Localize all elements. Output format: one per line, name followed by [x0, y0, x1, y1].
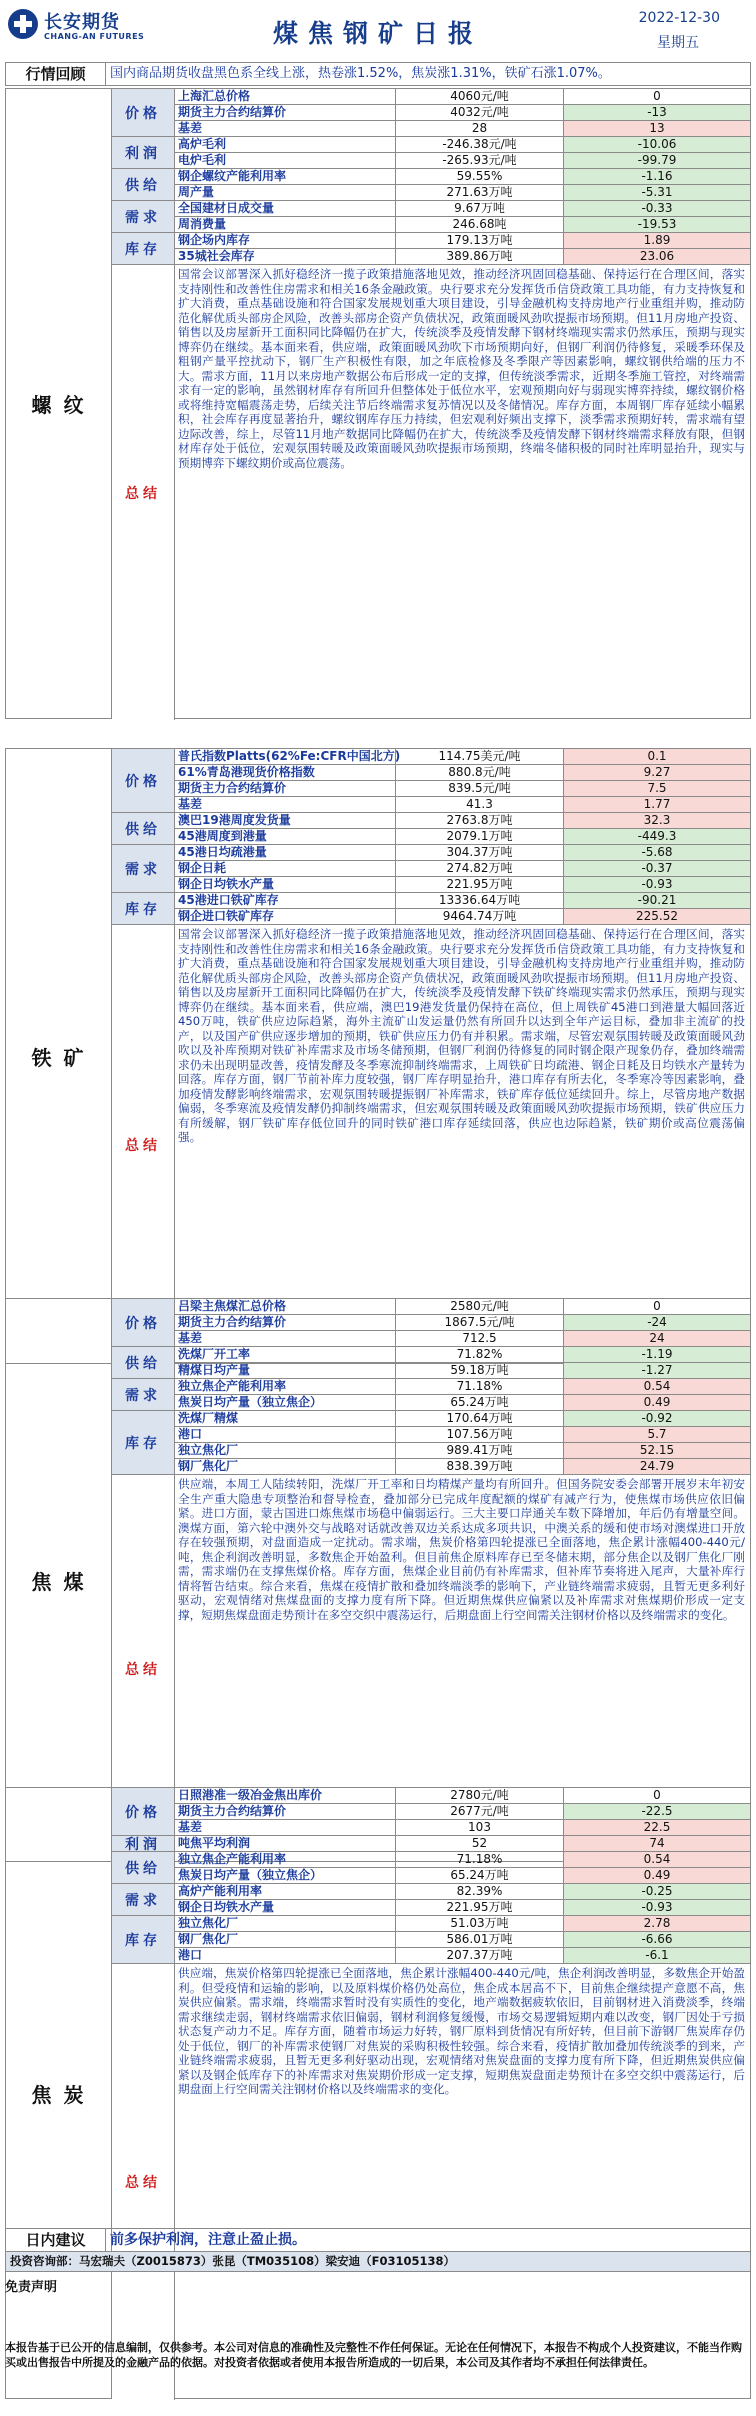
intraday-advice-label: 日内建议	[6, 2229, 106, 2251]
table-row	[175, 829, 750, 845]
indicator-name: 周产量	[178, 185, 215, 199]
table-row	[175, 765, 750, 781]
indicator-name: 洗煤厂精煤	[178, 1411, 239, 1425]
category-label: 利润	[112, 1836, 175, 1852]
indicator-name: 独立焦化厂	[178, 1916, 239, 1930]
indicator-name: 独立焦化厂	[178, 1443, 239, 1457]
table-row	[175, 909, 750, 925]
indicator-name: 61%青岛港现货价格指数	[178, 765, 315, 779]
table-row	[175, 1363, 750, 1379]
indicator-change: -1.19	[563, 1347, 750, 1362]
indicator-value: 82.39%	[395, 1884, 563, 1899]
indicator-change: -5.68	[563, 845, 750, 860]
section-4	[5, 1787, 751, 2399]
indicator-name: 期货主力合约结算价	[178, 1315, 287, 1329]
indicator-name: 洗煤厂开工率	[178, 1347, 251, 1361]
category-label: 库存	[112, 1411, 175, 1475]
table-row	[175, 201, 750, 217]
table-row	[175, 1379, 750, 1395]
indicator-name: 钢企场内库存	[178, 233, 251, 247]
indicator-change: -99.79	[563, 153, 750, 168]
indicator-value: 207.37万吨	[395, 1948, 563, 1963]
indicator-value: 59.55%	[395, 169, 563, 184]
table-row	[175, 797, 750, 813]
indicator-name: 澳巴19港周度发货量	[178, 813, 291, 827]
indicator-name: 钢企进口铁矿库存	[178, 909, 275, 923]
table-row	[175, 877, 750, 893]
indicator-change: -10.06	[563, 137, 750, 152]
indicator-name: 基差	[178, 1331, 203, 1345]
indicator-value: 389.86万吨	[395, 249, 563, 264]
indicator-change: -449.3	[563, 829, 750, 844]
category-label: 价格	[112, 1788, 175, 1836]
indicator-change: -0.93	[563, 1900, 750, 1915]
indicator-value: 59.18万吨	[395, 1363, 563, 1378]
indicator-name: 45港周度到港量	[178, 829, 267, 843]
indicator-change: -13	[563, 105, 750, 120]
indicator-value: -246.38元/吨	[395, 137, 563, 152]
logo-name-cn: 长安期货	[44, 12, 120, 33]
indicator-value: 2580元/吨	[395, 1299, 563, 1314]
indicator-change: -0.92	[563, 1411, 750, 1426]
table-row	[175, 1852, 750, 1868]
indicator-value: 103	[395, 1820, 563, 1835]
indicator-change: -1.16	[563, 169, 750, 184]
indicator-name: 基差	[178, 797, 203, 811]
indicator-name: 钢厂焦化厂	[178, 1459, 239, 1473]
section-name: 焦煤	[6, 1299, 112, 1861]
indicator-name: 钢厂焦化厂	[178, 1932, 239, 1946]
report-title: 煤焦钢矿日报	[272, 19, 483, 48]
indicator-value: 28	[395, 121, 563, 136]
indicator-value: -265.93元/吨	[395, 153, 563, 168]
table-row	[175, 861, 750, 877]
indicator-change: 24	[563, 1331, 750, 1346]
summary-label: 总结	[112, 925, 175, 1365]
table-row	[175, 749, 750, 765]
table-row	[175, 1900, 750, 1916]
category-label: 供给	[112, 1347, 175, 1379]
category-label: 供给	[112, 1852, 175, 1884]
indicator-change: -90.21	[563, 893, 750, 908]
table-row	[175, 1315, 750, 1331]
category-label: 供给	[112, 813, 175, 845]
indicator-change: 0.1	[563, 749, 750, 764]
indicator-change: -0.93	[563, 877, 750, 892]
summary-text: 供应端，焦炭价格第四轮提涨已全面落地，焦企累计涨幅400-440元/吨，焦企利润改善明显，多数焦企开始盈利。但受疫情和运输的影响，以及原料煤价格仍处高位，焦企成本居高不下，目前焦企继续提产意愿不高，焦炭供应偏紧。需求端，终端需求暂时没有实质性的变化，地产端数据疲软依旧，目前钢材进入消费淡季，终端需求继续走弱，钢材终端需求依旧偏弱，钢材利润修复缓慢，市场交易逻辑短期内难以改变，钢厂因处于亏损状态复产动力不足。库存方面，随着市场运力好转，钢厂原料到货情况有所好转，但目前下游钢厂焦炭库存仍处于低位，钢厂的补库需求使钢厂对焦炭的采购积极性较强。综合来看，疫情扩散加叠加传统淡季的到来，产业链终端需求疲弱，且暂无更多利好驱动出现，宏观情绪对焦炭盘面的支撑力度有所下降，但近期焦炭供应偏紧以及钢企低库存下的补库需求对焦炭期价形成一定支撑，短期焦炭盘面走势预计在多空交织中震荡运行，后期盘面上行空间需关注钢材价格以及终端需求的变化。	[178, 1966, 745, 2096]
category-label: 库存	[112, 1916, 175, 1964]
indicator-name: 精煤日均产量	[178, 1363, 251, 1377]
table-row	[175, 1331, 750, 1347]
summary-label: 总结	[112, 1964, 175, 2400]
section-name: 焦炭	[6, 1788, 112, 2398]
section-3	[5, 1298, 751, 1862]
category-label: 价格	[112, 1299, 175, 1347]
logo-name-en: CHANG-AN FUTURES	[44, 32, 145, 41]
indicator-value: 71.82%	[395, 1347, 563, 1362]
table-row	[175, 1884, 750, 1900]
indicator-change: 0	[563, 1299, 750, 1314]
market-review-text: 国内商品期货收盘黑色系全线上涨，热卷涨1.52%，焦炭涨1.31%，铁矿石涨1.07%。	[110, 66, 611, 81]
indicator-change: 225.52	[563, 909, 750, 924]
market-review	[5, 62, 751, 86]
indicator-change: 0.54	[563, 1379, 750, 1394]
indicator-value: 274.82万吨	[395, 861, 563, 876]
indicator-change: 0	[563, 1788, 750, 1803]
indicator-name: 日照港准一级冶金焦出库价	[178, 1788, 323, 1802]
summary-label: 总结	[112, 1475, 175, 1863]
table-row	[175, 105, 750, 121]
section-1	[5, 88, 751, 719]
indicator-value: 586.01万吨	[395, 1932, 563, 1947]
indicator-value: 271.63万吨	[395, 185, 563, 200]
table-row	[175, 169, 750, 185]
table-row	[175, 1948, 750, 1964]
indicator-name: 普氏指数Platts(62%Fe:CFR中国北方)	[178, 749, 401, 763]
summary-text: 供应端，本周工人陆续转阳，洗煤厂开工率和日均精煤产量均有所回升。但国务院安委会部署开展岁末年初安全生产重大隐患专项整治和督导检查，叠加部分已完成年度配额的煤矿有减产行为，使焦煤市场供应依旧偏紧。进口方面，蒙古国进口炼焦煤市场稳中偏弱运行。三大主要口岸通关车数下降增加，年后仍有增量空间。澳煤方面，第六轮中澳外交与战略对话就改善双边关系达成多项共识，中澳关系的缓和使市场对澳煤进口开放存在较强预期，对盘面造成一定扰动。需求端，焦炭价格第四轮提涨已全面落地，焦企累计涨幅400-440元/吨，焦企利润改善明显，多数焦企开始盈利。但目前焦企原料库存已至冬储末期，部分焦企以及钢厂焦化厂刚需，需求端仍在支撑焦煤价格。库存方面，焦煤企业目前仍有补库需求，但补库节奏将进入尾声，大量补库行情将暂告结束。综合来看，焦煤在疫情扩散和叠加终端淡季的影响下，产业链终端需求疲弱，且暂无更多利好驱动，宏观情绪对焦煤盘面的支撑力度有所下降。但近期焦煤供应偏紧以及补库需求对焦煤期价形成一定支撑，短期焦煤盘面走势预计在多空交织中震荡运行，后期盘面上行空间需关注钢材价格以及终端需求的变化。	[178, 1477, 745, 1622]
table-row	[175, 1411, 750, 1427]
advisor-line: 投资咨询部：马宏瑞夫（Z0015873）张昆（TM035108）梁安迪（F03105138）	[5, 2252, 751, 2272]
disclaimer-title: 免责声明	[5, 2280, 58, 2295]
indicator-name: 45港日均疏港量	[178, 845, 267, 859]
indicator-name: 钢企日均铁水产量	[178, 877, 275, 891]
indicator-change: -6.66	[563, 1932, 750, 1947]
category-label: 供给	[112, 169, 175, 201]
report-weekday: 星期五	[657, 35, 699, 51]
indicator-value: 71.18%	[395, 1852, 563, 1867]
indicator-name: 焦炭日均产量（独立焦企）	[178, 1868, 323, 1882]
indicator-value: 114.75美元/吨	[395, 749, 563, 764]
table-row	[175, 1916, 750, 1932]
indicator-value: 4060元/吨	[395, 89, 563, 104]
table-row	[175, 1459, 750, 1475]
table-row	[175, 1395, 750, 1411]
indicator-value: 838.39万吨	[395, 1459, 563, 1474]
indicator-value: 179.13万吨	[395, 233, 563, 248]
indicator-value: 221.95万吨	[395, 877, 563, 892]
indicator-name: 焦炭日均产量（独立焦企）	[178, 1395, 323, 1409]
indicator-change: -19.53	[563, 217, 750, 232]
table-row	[175, 1932, 750, 1948]
category-label: 库存	[112, 893, 175, 925]
section-name: 螺纹	[6, 89, 112, 718]
table-row	[175, 233, 750, 249]
report-date: 2022-12-30	[638, 10, 720, 26]
category-label: 价格	[112, 89, 175, 137]
indicator-value: 2677元/吨	[395, 1804, 563, 1819]
indicator-name: 高炉毛利	[178, 137, 227, 151]
indicator-name: 期货主力合约结算价	[178, 781, 287, 795]
summary-text: 国常会议部署深入抓好稳经济一揽子政策措施落地见效，推动经济巩固回稳基础、保持运行在合理区间，落实支持刚性和改善性住房需求和相关16条金融政策。央行要求充分发挥货币信贷政策工具功能，有力支持恢复和扩大消费，重点基础设施和符合国家发展规划重大项目建设，引导金融机构支持房地产行业重组并购，推动防范化解优质头部房企风险，改善头部房企资产负债状况，政策面暖风劲吹提振市场预期。但11月房地产投资、销售以及房屋新开工面积同比降幅仍在扩大，传统淡季及疫情发酵下铁矿终端现实需求仍然承压，预期与现实博弈仍在继续。基本面来看，供应端，澳巴19港发货量仍保持在高位，但上周铁矿45港口到港量大幅回落近450万吨，铁矿供应边际趋紧，海外主流矿山发运量仍然有所回升以达到全年产运目标，叠加非主流矿的投产，以及国产矿供应逐步增加的预期，铁矿供应压力仍有并积累。需求端，尽管宏观氛围转暖及政策面暖风劲吹以及补库预期对铁矿补库需求及市场冬储预期，但钢厂利润仍待修复的同时钢企限产现象仍存，叠加终端需求仍未出现明显改善，疫情发酵及冬季寒流抑制终端需求，上周铁矿日均疏港、钢企日耗及日均铁水产量转为回落。库存方面，钢厂节前补库力度较强，钢厂库存明显抬升，港口库存有所去化，冬季寒冷等因素影响，叠加疫情发酵影响终端需求，宏观氛围转暖提振钢厂补库需求，铁矿库存低位延续回升。综上，尽管房地产数据偏弱，冬季寒流及疫情发酵仍抑制终端需求，但宏观氛围转暖及政策面暖风劲吹提振市场预期，铁矿供应压力有所缓解，钢厂铁矿库存低位回升的同时铁矿港口库存延续回落，供应也边际趋紧，铁矿期价或高位震荡偏强。	[178, 927, 745, 1144]
table-row	[175, 89, 750, 105]
indicator-name: 期货主力合约结算价	[178, 1804, 287, 1818]
indicator-value: 9464.74万吨	[395, 909, 563, 924]
section-2	[5, 748, 751, 1364]
market-review-label: 行情回顾	[6, 63, 106, 85]
indicator-value: 1867.5元/吨	[395, 1315, 563, 1330]
indicator-value: 52	[395, 1836, 563, 1851]
indicator-value: 65.24万吨	[395, 1395, 563, 1410]
indicator-name: 吕梁主焦煤汇总价格	[178, 1299, 287, 1313]
indicator-value: 2079.1万吨	[395, 829, 563, 844]
indicator-value: 51.03万吨	[395, 1916, 563, 1931]
table-row	[175, 845, 750, 861]
intraday-advice-text: 前多保护利润，注意止盈止损。	[110, 2232, 306, 2248]
category-label: 利润	[112, 137, 175, 169]
indicator-value: 65.24万吨	[395, 1868, 563, 1883]
indicator-name: 钢企日耗	[178, 861, 227, 875]
indicator-name: 电炉毛利	[178, 153, 227, 167]
indicator-change: 22.5	[563, 1820, 750, 1835]
indicator-change: 23.06	[563, 249, 750, 264]
indicator-value: 2763.8万吨	[395, 813, 563, 828]
indicator-change: 0.54	[563, 1852, 750, 1867]
table-row	[175, 1347, 750, 1363]
indicator-value: 2780元/吨	[395, 1788, 563, 1803]
indicator-change: 0.49	[563, 1868, 750, 1883]
indicator-change: -5.31	[563, 185, 750, 200]
table-row	[175, 1299, 750, 1315]
indicator-value: 246.68吨	[395, 217, 563, 232]
indicator-name: 独立焦企产能利用率	[178, 1379, 287, 1393]
indicator-change: 2.78	[563, 1916, 750, 1931]
table-row	[175, 1788, 750, 1804]
indicator-change: 9.27	[563, 765, 750, 780]
indicator-name: 钢企螺纹产能利用率	[178, 169, 287, 183]
indicator-change: -1.27	[563, 1363, 750, 1378]
indicator-value: 712.5	[395, 1331, 563, 1346]
section-name: 铁矿	[6, 749, 112, 1363]
indicator-change: 32.3	[563, 813, 750, 828]
indicator-change: -0.33	[563, 201, 750, 216]
indicator-name: 港口	[178, 1427, 203, 1441]
indicator-change: 1.89	[563, 233, 750, 248]
table-row	[175, 1868, 750, 1884]
indicator-name: 港口	[178, 1948, 203, 1962]
indicator-name: 高炉产能利用率	[178, 1884, 263, 1898]
table-row	[175, 1836, 750, 1852]
table-row	[175, 153, 750, 169]
indicator-change: 13	[563, 121, 750, 136]
indicator-change: 0	[563, 89, 750, 104]
indicator-value: 989.41万吨	[395, 1443, 563, 1458]
category-label: 需求	[112, 201, 175, 233]
table-row	[175, 185, 750, 201]
category-label: 价格	[112, 749, 175, 813]
indicator-name: 35城社会库存	[178, 249, 255, 263]
indicator-value: 4032元/吨	[395, 105, 563, 120]
indicator-name: 独立焦企产能利用率	[178, 1852, 287, 1866]
indicator-name: 基差	[178, 121, 203, 135]
indicator-name: 全国建材日成交量	[178, 201, 275, 215]
table-row	[175, 137, 750, 153]
indicator-name: 上海汇总价格	[178, 89, 251, 103]
indicator-value: 880.8元/吨	[395, 765, 563, 780]
indicator-name: 期货主力合约结算价	[178, 105, 287, 119]
indicator-value: 41.3	[395, 797, 563, 812]
indicator-change: 1.77	[563, 797, 750, 812]
indicator-change: -24	[563, 1315, 750, 1330]
indicator-name: 45港进口铁矿库存	[178, 893, 279, 907]
indicator-value: 9.67万吨	[395, 201, 563, 216]
indicator-value: 107.56万吨	[395, 1427, 563, 1442]
indicator-change: -0.25	[563, 1884, 750, 1899]
summary-label: 总结	[112, 265, 175, 720]
summary-text: 国常会议部署深入抓好稳经济一揽子政策措施落地见效，推动经济巩固回稳基础、保持运行在合理区间，落实支持刚性和改善性住房需求和相关16条金融政策。央行要求充分发挥货币信贷政策工具功能，有力支持恢复和扩大消费，重点基础设施和符合国家发展规划重大项目建设，引导金融机构支持房地产行业重组并购，推动防范化解优质头部房企风险，改善头部房企资产负债状况，政策面暖风劲吹提振市场预期。但11月房地产投资、销售以及房屋新开工面积同比降幅仍在扩大，传统淡季及疫情发酵下钢材终端现实需求仍然承压，预期与现实博弈仍在继续。基本面来看，供应端，政策面暖风劲吹下市场预期向好，但钢厂利润仍待修复，采暖季环保及粗钢产量平控扰动下，钢厂生产积极性有限，加之年底检修及冬季限产等因素影响，螺纹钢供给端的压力不大。需求方面，11月以来房地产数据公布后形成一定的支撑，但传统淡季需求，近期冬季施工管控，对终端需求有一定的影响，虽然钢材库存有所回升但整体处于低位水平，宏观预期向好与弱现实博弈持续，螺纹钢价格或将维持宽幅震荡走势，后续关注节后终端需求复苏情况以及冬储情况。库存方面，本周钢厂库存延续小幅累积，社会库存再度显著抬升，螺纹钢库存压力持续，但宏观利好频出支撑下，淡季需求预期好转，需求端有望边际改善，综上，尽管11月地产数据同比降幅仍在扩大，传统淡季及疫情发酵下钢材终端需求释放有限，但钢材库存处于低位，宏观氛围转暖及政策面暖风劲吹提振市场预期，终端冬储积极的同时社库明显抬升，现实与预期博弈下螺纹期价或高位震荡。	[178, 267, 745, 470]
indicator-change: 24.79	[563, 1459, 750, 1474]
table-row	[175, 781, 750, 797]
indicator-name: 钢企日均铁水产量	[178, 1900, 275, 1914]
table-row	[175, 1443, 750, 1459]
table-row	[175, 813, 750, 829]
indicator-change: -0.37	[563, 861, 750, 876]
indicator-value: 839.5元/吨	[395, 781, 563, 796]
indicator-change: 52.15	[563, 1443, 750, 1458]
category-label: 需求	[112, 845, 175, 893]
indicator-change: 5.7	[563, 1427, 750, 1442]
indicator-name: 吨焦平均利润	[178, 1836, 251, 1850]
table-row	[175, 1804, 750, 1820]
intraday-advice	[5, 2228, 751, 2252]
indicator-change: -22.5	[563, 1804, 750, 1819]
indicator-change: 0.49	[563, 1395, 750, 1410]
indicator-name: 基差	[178, 1820, 203, 1834]
indicator-name: 周消费量	[178, 217, 227, 231]
category-label: 需求	[112, 1379, 175, 1411]
table-row	[175, 217, 750, 233]
table-row	[175, 1820, 750, 1836]
report-header	[0, 0, 756, 62]
table-row	[175, 893, 750, 909]
table-row	[175, 1427, 750, 1443]
table-row	[175, 121, 750, 137]
indicator-change: -6.1	[563, 1948, 750, 1963]
indicator-change: 7.5	[563, 781, 750, 796]
indicator-value: 304.37万吨	[395, 845, 563, 860]
indicator-value: 71.18%	[395, 1379, 563, 1394]
indicator-change: 74	[563, 1836, 750, 1851]
disclaimer-text: 本报告基于已公开的信息编制，仅供参考。本公司对信息的准确性及完整性不作任何保证。无论在任何情况下，本报告不构成个人投资建议，不能当作购买或出售报告中所提及的金融产品的依据。对投资者依据或者使用本报告所造成的一切后果，本公司及其作者均不承担任何法律责任。	[5, 2341, 742, 2369]
indicator-value: 13336.64万吨	[395, 893, 563, 908]
category-label: 需求	[112, 1884, 175, 1916]
table-row	[175, 249, 750, 265]
category-label: 库存	[112, 233, 175, 265]
indicator-value: 221.95万吨	[395, 1900, 563, 1915]
indicator-value: 170.64万吨	[395, 1411, 563, 1426]
